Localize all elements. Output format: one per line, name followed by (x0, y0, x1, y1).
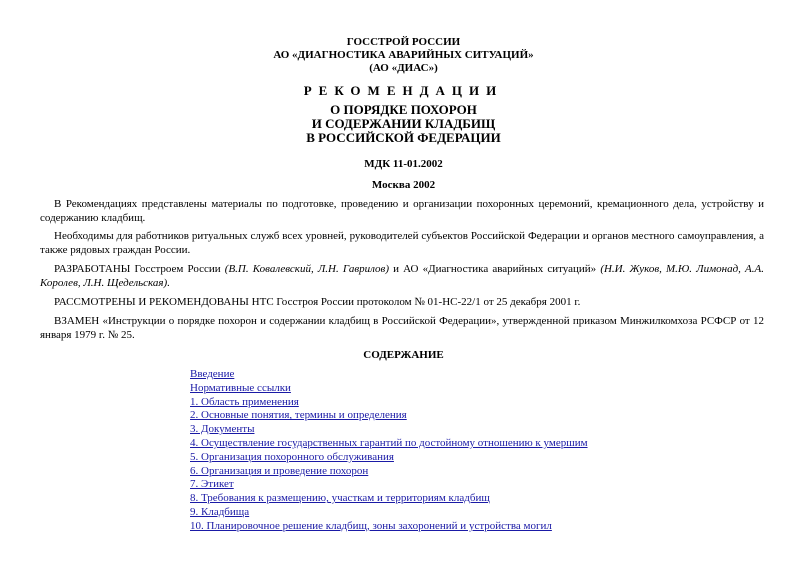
developers-gosstroy-authors: (В.П. Ковалевский, Л.Н. Гаврилов) (224, 263, 389, 275)
place-year: Москва 2002 (371, 179, 436, 191)
toc-link-planning[interactable]: 10. Планировочное решение кладбищ, зоны захоронений и устройства могил (190, 519, 552, 532)
paragraph-intro (40, 197, 764, 225)
toc-link-funeral-conduct[interactable]: 6. Организация и проведение похорон (190, 464, 369, 477)
toc-link-state-guarantees[interactable]: 4. Осуществление государственных гарантий по достойному отношению к умершим (190, 436, 588, 449)
paragraph-developers (40, 262, 764, 290)
org-line-1: ГОССТРОЙ РОССИИ (346, 36, 461, 48)
paragraph-approved-text: РАССМОТРЕНЫ И РЕКОМЕНДОВАНЫ НТС Госстроя России протоколом № 01-НС-22/1 от 25 декабря 2001 г. (54, 296, 581, 308)
toc-heading: СОДЕРЖАНИЕ (363, 349, 444, 361)
toc-link-normative-references[interactable]: Нормативные ссылки (190, 381, 291, 394)
toc-link-cemeteries[interactable]: 9. Кладбища (190, 505, 250, 518)
toc-link-scope[interactable]: 1. Область применения (190, 395, 299, 408)
toc-link-placement-requirements[interactable]: 8. Требования к размещению, участкам и территориям кладбищ (190, 492, 490, 505)
header-block (0, 36, 807, 75)
document-title: РЕКОМЕНДАЦИИ (303, 83, 504, 98)
paragraph-approved (40, 295, 764, 309)
developers-dias: и АО «Диагностика аварийных ситуаций» (389, 263, 601, 275)
subtitle-line-2: И СОДЕРЖАНИИ КЛАДБИЩ (311, 116, 496, 131)
paragraph-audience (40, 229, 764, 257)
developers-dias-authors: (Н.И. Жуков, М.Ю. Лимонад, А.А. Королев, Л.Н. Щедельская). (40, 263, 764, 289)
subtitle-line-3: В РОССИЙСКОЙ ФЕДЕРАЦИИ (306, 130, 501, 145)
toc-link-introduction[interactable]: Введение (190, 368, 235, 380)
subtitle-block (0, 103, 807, 145)
developers-label: РАЗРАБОТАНЫ Госстроем России (54, 263, 225, 275)
paragraph-audience-text: Необходимы для работников ритуальных служб всех уровней, руководителей субъектов Российской Федерации и органов местного самоуправления, а также рядовых граждан России. (40, 230, 764, 256)
paragraph-intro-text: В Рекомендациях представлены материалы по подготовке, проведению и организации похоронных церемоний, кремационного дела, устройству и содержанию кладбищ. (40, 198, 764, 224)
org-line-2: АО «ДИАГНОСТИКА АВАРИЙНЫХ СИТУАЦИЙ» (273, 49, 534, 61)
paragraph-replaces (40, 314, 764, 342)
paragraph-developers-text (40, 262, 764, 290)
subtitle-line-1: О ПОРЯДКЕ ПОХОРОН (330, 102, 477, 117)
org-line-3: (АО «ДИАС») (369, 62, 438, 74)
table-of-contents (190, 368, 588, 534)
toc-link-documents[interactable]: 3. Документы (190, 423, 255, 436)
toc-link-etiquette[interactable]: 7. Этикет (190, 478, 234, 491)
toc-link-terms[interactable]: 2. Основные понятия, термины и определения (190, 409, 407, 422)
toc-link-funeral-service[interactable]: 5. Организация похоронного обслуживания (190, 450, 394, 463)
document-code: МДК 11-01.2002 (364, 158, 443, 170)
paragraph-replaces-text: ВЗАМЕН «Инструкции о порядке похорон и содержании кладбищ в Российской Федерации», утвержденной приказом Минжилкомхоза РСФСР от 12 января 1979 г. № 25. (40, 315, 764, 341)
